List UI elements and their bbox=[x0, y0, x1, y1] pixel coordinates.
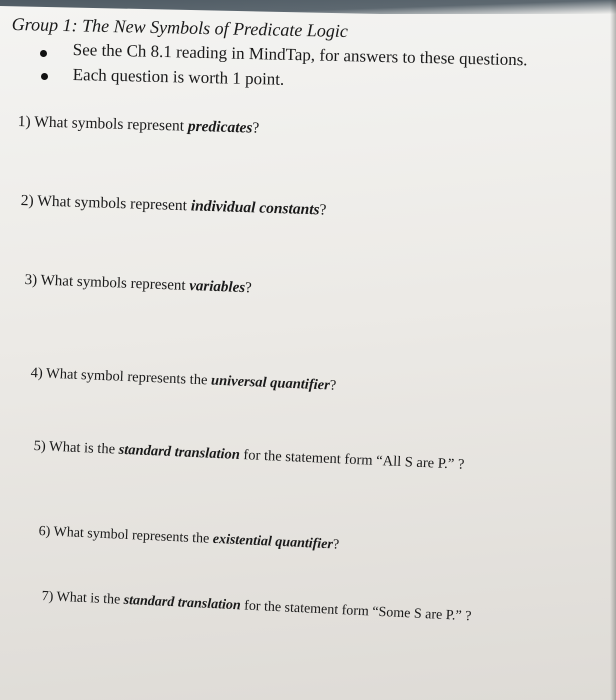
question-5 bbox=[33, 438, 464, 474]
question-end: for the statement form “All S are P.” ? bbox=[239, 447, 465, 473]
bullet-icon bbox=[41, 73, 48, 80]
question-keyword: variables bbox=[188, 278, 246, 297]
question-keyword: predicates bbox=[187, 117, 253, 137]
document-title: Group 1: The New Symbols of Predicate Logic bbox=[11, 14, 349, 42]
question-keyword: standard translation bbox=[123, 592, 242, 614]
question-end: ? bbox=[332, 537, 340, 553]
question-end: ? bbox=[319, 201, 327, 219]
question-end: for the statement form “Some S are P.” ? bbox=[240, 598, 472, 625]
question-text: 1) What symbols represent bbox=[17, 113, 189, 135]
question-keyword: existential quantifier bbox=[212, 531, 334, 553]
question-2 bbox=[20, 192, 326, 220]
question-3 bbox=[24, 272, 252, 297]
question-text: 4) What symbol represents the bbox=[30, 365, 212, 389]
bullet-item-points: Each question is worth 1 point. bbox=[72, 65, 285, 89]
bullet-icon bbox=[40, 50, 47, 57]
question-text: 3) What symbols represent bbox=[24, 272, 190, 295]
question-text: 2) What symbols represent bbox=[20, 192, 192, 215]
question-1 bbox=[17, 113, 259, 138]
question-end: ? bbox=[329, 377, 337, 394]
question-keyword: standard translation bbox=[118, 441, 241, 463]
question-keyword: universal quantifier bbox=[210, 372, 331, 394]
question-text: 7) What is the bbox=[41, 589, 125, 608]
question-keyword: individual constants bbox=[190, 197, 320, 219]
question-end: ? bbox=[252, 119, 260, 137]
question-7 bbox=[41, 589, 471, 625]
question-6 bbox=[38, 524, 339, 554]
question-text: 6) What symbol represents the bbox=[38, 524, 214, 547]
question-text: 5) What is the bbox=[33, 438, 120, 458]
question-end: ? bbox=[244, 280, 253, 297]
question-4 bbox=[30, 365, 336, 395]
bullet-item-reading: See the Ch 8.1 reading in MindTap, for answers to these questions. bbox=[72, 40, 528, 70]
